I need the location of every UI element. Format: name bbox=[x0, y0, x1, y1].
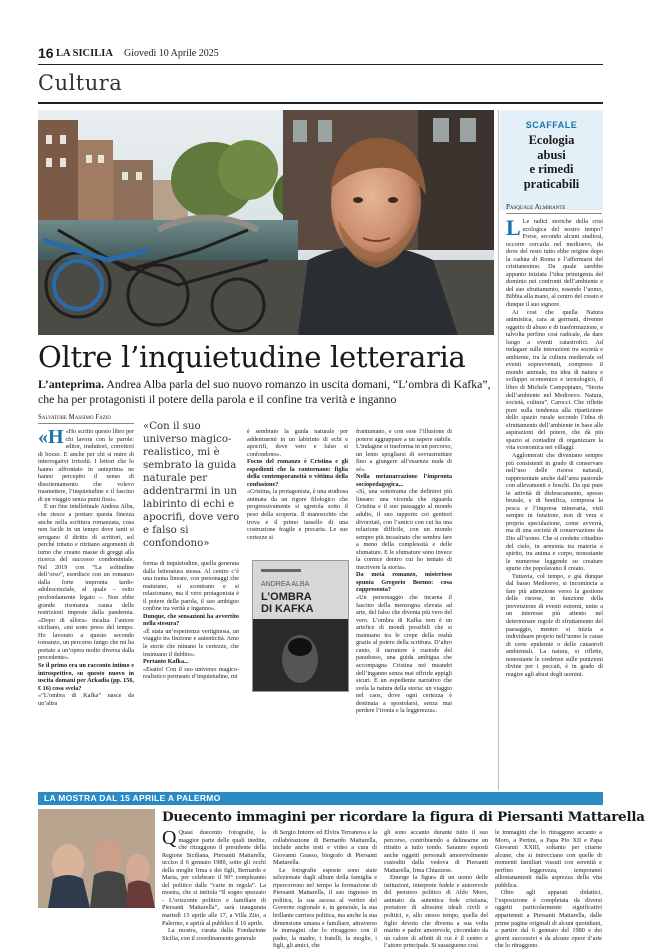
article-paragraph-lead bbox=[38, 428, 134, 503]
bottom-dropcap: Q bbox=[162, 827, 177, 849]
page-number: 16 bbox=[38, 45, 54, 61]
bottom-paragraph-1: Quasi duecento fotografie, la maggior parte delle quali inedite, che ritraggono il presidente della Regione Siciliana, Piersanti Mattarella, ucciso il 6 gennaio 1980, sotto gli occhi della moglie Irma e dei figli, Bernardo e Maria, per celebrare il 90° compleanno del politico dalle “carte in regola”. La mostra, che si intitola “Il sogno spezzato - L’orizzonte politico e familiare di Piersanti Mattarella”, sarà inaugurata martedì 15 aprile alle 17, a Villa Zito, a Palermo, e aprirà al pubblico il 16 aprile. bbox=[162, 829, 266, 927]
article-paragraph-2: È un fine intellettuale Andrea Alba, che riesce a portare questa finezza anche nella scrittura romanzata, cosa non facile in un tempo dove tanti si arrogano il diritto di scrittori, sol perché tritano e ritritano argomenti di turno che creano masse di greggi alla ricerca del successo condominiale. Nel 2019 con “La solitudine dell’orso”, esordisce con un romanzo dalla forte impronta tardo-adolescenziale, al quale – esito profondamente legato –. Non ebbe grande risonanza causa delle restrizioni imposte dalla pandemia. «Dopo di allora» incalza l’autore siciliano, «mi sono preso del tempo. Ho lavorato a questo secondo romanzo, un percorso lungo che mi ha portato a un’opera molto diversa dalla precedente». bbox=[38, 503, 134, 662]
sidebar-body bbox=[506, 215, 603, 784]
bottom-column-1 bbox=[162, 827, 266, 942]
bottom-paragraph-lead bbox=[162, 829, 266, 927]
interview-answer-2: «È stata un’esperienza vertiginosa, un viaggio tra finzione e autenticità. Amo le storie che minano le certezze, che insinuano il dubbio». bbox=[143, 627, 239, 658]
main-subtitle bbox=[38, 377, 494, 406]
sidebar-paragraph-1: Le radici storiche della crisi ecologica del nostro tempo? Forse, secondo alcuni studiosi, occorre cercarla nel medioevo, da dove del resto tutto ebbe origine dopo la caduta di Roma e l’affermarsi del cristianesimo. Da quale sarebbe appunto iniziata l’idea primigenia del dominio nei confronti dell’ambiente e del suo sfruttamento, essendo l’uomo, Bibbia alla mano, al centro del creato e dunque il suo signore. bbox=[506, 218, 603, 309]
article-author: Salvatore Massimo Fazio bbox=[38, 414, 112, 421]
bottom-column-3 bbox=[384, 829, 488, 950]
bottom-paragraph-2: La mostra, curata dalla Fondazione Sicilia, con il coordinamento generale bbox=[162, 927, 266, 942]
sidebar-title-line-1: Ecologia bbox=[528, 133, 575, 147]
sidebar-author-rule bbox=[506, 213, 602, 214]
bottom-paragraph-5: gli sono accanto durante tutto il suo percorso, contribuendo a delinearne un ritratto a tutto tondo. Saranno esposti anche oggetti personali amorevolmente custoditi dalla vedova di Piersanti Mattarella, Irma Chiazzese. bbox=[384, 829, 488, 874]
main-headline: Oltre l’inquietudine letteraria bbox=[38, 340, 466, 374]
interview-answer-6: «Un personaggio che incarna il fascino della menzogna elevata ad arte, del falso che diventa più vero del vero. L’ombra di Kafka non è un artefice di mondi possibili che si insinuano tra le crepe della realtà grazie al potere della scrittura. D’altro canto, il narratore è custode del paradosso, una guida ambigua che accompagna Cristina nei meandri dell’inganno senza mai offrirle appigli sicuri. È un espediente narrativo che svela la natura della storia: un viaggio nel caos, dove ogni certezza è destinata a spostolarsi, senza mai perdere l’ironia e la leggerezza». bbox=[356, 594, 452, 715]
book-title-line-1: L’OMBRA bbox=[261, 591, 312, 603]
interview-answer-4: «Cristina, la protagonista, è una studiosa animata da un rigore filologico che progressivamente si sgretola sotto il peso della scoperta. Il manoscritto che trova e il primo tassello di una costruzione fragile e precaria. Le sue certezze si bbox=[247, 488, 348, 541]
mattarella-photo-illustration bbox=[38, 809, 155, 908]
book-author: ANDREA ALBA bbox=[261, 581, 310, 588]
interview-question-4: Focus del romanzo è Cristina e gli espedienti che la contornano: figlia della contemporaneità o vittima della confusione? bbox=[247, 458, 348, 488]
interview-question-5: Nella metanarrazione l’impronta sociopedagogica... bbox=[356, 473, 452, 488]
sidebar-title-line-3: e rimedi bbox=[529, 162, 574, 176]
interview-answer-3: «Esatto! Con il suo universo magico-realistico permeato d’inquietudine, mi bbox=[143, 665, 239, 681]
book-publisher-mark bbox=[261, 569, 301, 572]
mattarella-photo bbox=[38, 809, 155, 908]
bottom-paragraph-7: le immagini che lo ritraggono accanto a Moro, a Pertini, a Papa Pio XII e Papa Giovanni XXIII, soltanto per citarne alcune, che si intrecciano con quelle di momenti familiari vissuti con serenità e perfino leggerezza, temporanei allontanamenti dalla asprezza della vita pubblica. bbox=[495, 829, 602, 889]
book-cover-art bbox=[253, 619, 348, 691]
author-photo bbox=[38, 110, 494, 335]
article-column-4 bbox=[356, 428, 452, 784]
article-column-2 bbox=[143, 560, 239, 784]
interview-answer-1: «“L’ombra di Kafka” nasce da un’altra bbox=[38, 692, 134, 707]
article-column-3 bbox=[247, 428, 348, 553]
book-title-line-2: DI KAFKA bbox=[261, 603, 314, 615]
section-rule bbox=[38, 102, 603, 104]
sidebar-divider bbox=[498, 110, 499, 790]
interview-question-3: Pertanto Kafka... bbox=[143, 658, 189, 666]
sidebar-kicker: SCAFFALE bbox=[525, 120, 578, 130]
sidebar-paragraph bbox=[506, 215, 603, 309]
sidebar-paragraph-2: Ai cosi che quella Natura animistica, cara ai germani, divenne oggetto di abuso e di trasformazione, e talvolta perfino così radicale, da dare luogo a eventi catastrofici. Ad indagare sulle interazioni tra società e ambiente, tra la cultura medievale ed eventi sopravvenuti, compreso il mondo animale, tra idea di natura e sviluppo economico e tecnologico, il libro di Michele Campopiano, “Storia dell’ambiente nel Medioevo. Natura, società, cultura”, Carocci. Che riflette pure sulla tendenza alla ripartizione dello spazio rurale secondo l’idea di sfruttamento dell’ambiente in base alle aspirazioni del potere, che dà più spazio ai contadini di organizzare la vita economica nei villaggi. bbox=[506, 308, 603, 452]
sidebar-paragraph-3: Agglomerati che diventano sempre più consistenti in grado di conservare nell’uso delle risorse naturali, rappresentate anche dall’area pastorale con allevamenti e boschi. Da qui pure le attività di disboscamento, spesso brutale, e di bonifica, compresa la pesca e l’impresa mineraria, visti sempre in funzione, non di vera e propria speculazione, come avverrà, ma di una società di conservazione da Dio all’uomo. Che si credette cittadino del cielo, in armonia tra materia e spirito, tra anima e corpo, nonostante le numerose leggende su creature spurie che popolavano il creato. bbox=[506, 451, 603, 573]
article-paragraph-4: è sembrato la guida naturale per addentrarmi in un labirinto di echi e apocrifi, dove vero e falso si confondono». bbox=[247, 428, 348, 458]
author-photo-illustration bbox=[38, 110, 494, 335]
book-cover bbox=[252, 560, 349, 692]
article-author-rule bbox=[38, 423, 134, 424]
header-rule bbox=[38, 64, 603, 65]
bottom-paragraph-4: Le fotografie esposte sono state selezionate dagli album della famiglia e ripercorrono nel tempo la formazione di Piersanti Mattarella, il suo ingresso in politica, la sua ascesa al vertice del Governo regionale e, in generale, la sua brillante carriera politica, ma anche la sua dimensione umana e familiare, attraverso le immagini che lo ritraggono con il padre, la madre, i fratelli, la moglie, i figli, gli amici, che bbox=[273, 866, 377, 950]
bottom-strip-label: LA MOSTRA DAL 15 APRILE A PALERMO bbox=[44, 793, 221, 803]
bottom-strip bbox=[38, 792, 603, 805]
article-paragraph-1: «Ho scritto questo libro per chi lavora con le parole: editor, traduttori, correttori di bozze. E anche per chi si nutre di interrogativi irrisolti. I lettori che lo hanno affrontato in anteprima ne hanno percepito il senso di disorientamento che volevo trasmettere, l’inquietudine e il fascino di un viaggio senza punti fissi». bbox=[38, 428, 134, 503]
interview-question-2: Dunque, che sensazioni ha avvertito nella stesura? bbox=[143, 612, 239, 628]
masthead: LA SICILIA bbox=[56, 48, 113, 59]
interview-question-6: Da metà romanzo, misterioso spunta Gregorio Boemo: cosa rappresenta? bbox=[356, 571, 452, 594]
article-paragraph-3: forma di inquietudine, quella generata dalla letteratura stessa. Al centro c’è una trama lineare, con personaggi che maturano, si scontrano e si relazionano, ma il vero protagonista è il potere della parola, il suo ambiguo confine tra verità e inganno». bbox=[143, 560, 239, 613]
article-column-1 bbox=[38, 428, 134, 784]
sidebar-title bbox=[500, 133, 603, 191]
bottom-paragraph-3: di Sergio Intorre ed Elvira Terranova e la collaborazione di Bernardo Mattarella, include anche testi e video a cura di Giovanni Grasso, biografo di Piersanti Mattarella. bbox=[273, 829, 377, 867]
book-title bbox=[261, 591, 314, 615]
sidebar-title-line-4: praticabili bbox=[523, 176, 580, 191]
bottom-paragraph-6: Emerge la figura di un uomo delle istituzioni, interprete fedele e autorevole del pensiero politico di Aldo Moro, animato da autentica fede cristiana, portatore di altissimi ideali civili e politici, e, allo stesso tempo, quella del figlio devoto che diventa a sua volta marito e padre amorevole, circondato da un calore di affetti di cui è il centro e l’attore principale. Si susseguono così bbox=[384, 874, 488, 950]
article-dropcap: «H bbox=[38, 426, 64, 448]
sidebar-author: Pasquale Almirante bbox=[506, 203, 566, 211]
interview-answer-4-cont: frantumano, e con esse l’illusione di potersi aggrappare a un sapere stabile. L’indagine si trasforma in un percorso, un lento spogliarsi di sovrastrutture fino a giungere all’essenza nuda di sé». bbox=[356, 428, 452, 473]
interview-question-1: Se il primo era un racconto intimo e introspettivo, su questo nuovo in uscita domani per Arkadia (pp. 156, € 16) cosa svela? bbox=[38, 661, 134, 692]
sidebar-paragraph-4: Tuttavia, col tempo, e già dunque dal basso Medioevo, si incomincia a fare più attenzione verso la gestione delle risorse, in funzione della prevenzione di eventi estremi, unite a un interesse più attento nel determinare regole di sfruttamento del paesaggio, mentre si inizia a individuare proprio nell’uomo le cause di certe epidemie o delle catastrofi ambientali. La natura, si riflette, nonostante le credenze sulle punizioni divine per i peccati, è in grado di reagire agli abusi degli uomini. bbox=[506, 572, 603, 678]
issue-date: Giovedì 10 Aprile 2025 bbox=[124, 48, 219, 59]
subtitle-kicker: L’anteprima. bbox=[38, 377, 105, 391]
interview-answer-5: «Sì, una sottotrama che definirei più lineare: una vicenda che riguarda Cristina e il suo passaggio al mondo adulto, il suo rapporto coi genitori divorziati, con l’amico con cui ha una relazione difficile, con un mondo sempre più incasinato che sembra fare a meno della complessità e delle sfumature. E le sfumature sono invece la cornice dentro cui ho tentato di inscrivere la storia». bbox=[356, 488, 452, 571]
bottom-column-4 bbox=[495, 829, 602, 950]
bottom-column-2 bbox=[273, 829, 377, 950]
bottom-headline: Duecento immagini per ricordare la figura di Piersanti Mattarella bbox=[162, 809, 645, 825]
pull-quote: «Con il suo universo magico-realistico, mi è sembrato la guida naturale per addentrarmi in un labirinto di echi e apocrifi, dove vero e falso si confondono» bbox=[143, 421, 240, 549]
bottom-paragraph-8: Oltre agli apparati didattici, l’esposizione è completata da diversi oggetti particolarmente significativi appartenuti a Piersanti Mattarella, dalle prime pagine originali di alcuni quotidiani, a partire dal 6 gennaio del 1980 e dei giorni successivi e da alcune opere d’arte che lo ritraggono. bbox=[495, 889, 602, 950]
sidebar-dropcap: L bbox=[506, 215, 521, 240]
subtitle-text: Andrea Alba parla del suo nuovo romanzo in uscita domani, “L’ombra di Kafka”, che ha per protagonisti il potere della parola e il confine tra verità e inganno bbox=[38, 377, 491, 406]
section-title: Cultura bbox=[38, 71, 123, 95]
sidebar-title-line-2: abusi bbox=[537, 147, 566, 162]
